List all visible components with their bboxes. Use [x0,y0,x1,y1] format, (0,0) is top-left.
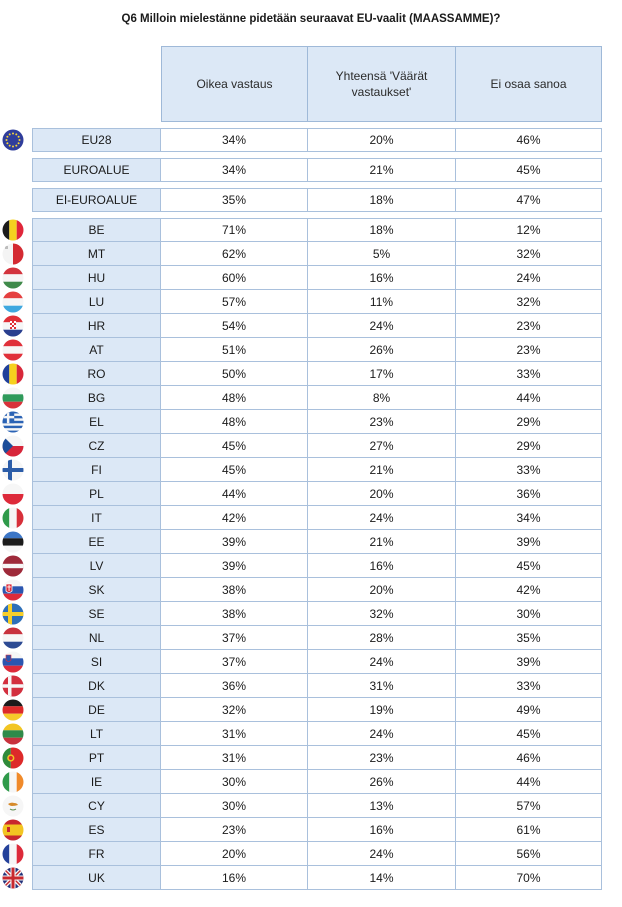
row-label: LT [32,722,161,746]
value-cell: 32% [456,290,602,314]
value-cell: 71% [161,218,308,242]
row-label: CY [32,794,161,818]
value-cell: 29% [456,410,602,434]
value-cell: 34% [161,128,308,152]
table-row [0,218,622,242]
value-cell: 24% [456,266,602,290]
italy-flag-icon [2,507,24,529]
value-cell: 23% [456,314,602,338]
row-label: SK [32,578,161,602]
table-row [0,530,622,554]
table-row [0,314,622,338]
table-row [0,266,622,290]
belgium-flag-icon [2,219,24,241]
value-cell: 38% [161,578,308,602]
value-cell: 24% [308,722,456,746]
value-cell: 21% [308,458,456,482]
value-cell: 48% [161,386,308,410]
row-label: EE [32,530,161,554]
value-cell: 70% [456,866,602,890]
value-cell: 39% [456,650,602,674]
value-cell: 45% [161,434,308,458]
value-cell: 39% [161,554,308,578]
row-label: RO [32,362,161,386]
value-cell: 17% [308,362,456,386]
column-header-vaarat-vastaukset: Yhteensä 'Väärät vastaukset' [308,46,456,122]
table-row [0,626,622,650]
austria-flag-icon [2,339,24,361]
value-cell: 31% [308,674,456,698]
value-cell: 20% [161,842,308,866]
value-cell: 60% [161,266,308,290]
row-label: UK [32,866,161,890]
value-cell: 44% [456,770,602,794]
value-cell: 30% [456,602,602,626]
value-cell: 35% [161,188,308,212]
table-title: Q6 Milloin mielestänne pidetään seuraavat EU-vaalit (MAASSAMME)? [121,13,501,25]
table-row [0,290,622,314]
value-cell: 32% [456,242,602,266]
value-cell: 45% [161,458,308,482]
row-label: LV [32,554,161,578]
value-cell: 20% [308,578,456,602]
column-header-ei-osaa-sanoa: Ei osaa sanoa [456,46,602,122]
value-cell: 18% [308,218,456,242]
value-cell: 16% [308,266,456,290]
value-cell: 24% [308,842,456,866]
row-label: DK [32,674,161,698]
table-row [0,386,622,410]
value-cell: 16% [308,818,456,842]
value-cell: 31% [161,746,308,770]
row-label: ES [32,818,161,842]
value-cell: 14% [308,866,456,890]
table-row [0,818,622,842]
value-cell: 24% [308,314,456,338]
value-cell: 32% [308,602,456,626]
luxembourg-flag-icon [2,291,24,313]
value-cell: 50% [161,362,308,386]
value-cell: 42% [161,506,308,530]
value-cell: 30% [161,794,308,818]
value-cell: 57% [161,290,308,314]
value-cell: 36% [161,674,308,698]
value-cell: 32% [161,698,308,722]
lithuania-flag-icon [2,723,24,745]
row-label: NL [32,626,161,650]
eu-flag-icon [2,129,24,151]
portugal-flag-icon [2,747,24,769]
value-cell: 8% [308,386,456,410]
table-row [0,794,622,818]
value-cell: 45% [456,722,602,746]
value-cell: 23% [308,746,456,770]
value-cell: 51% [161,338,308,362]
row-label: AT [32,338,161,362]
value-cell: 30% [161,770,308,794]
value-cell: 19% [308,698,456,722]
row-label: CZ [32,434,161,458]
value-cell: 5% [308,242,456,266]
value-cell: 56% [456,842,602,866]
table-row [0,746,622,770]
table-row [0,482,622,506]
value-cell: 29% [456,434,602,458]
row-label: PL [32,482,161,506]
table-row [0,674,622,698]
table-row [0,722,622,746]
table-row [0,770,622,794]
bulgaria-flag-icon [2,387,24,409]
value-cell: 34% [161,158,308,182]
ireland-flag-icon [2,771,24,793]
estonia-flag-icon [2,531,24,553]
table-row [0,158,622,182]
value-cell: 44% [161,482,308,506]
slovenia-flag-icon [2,651,24,673]
value-cell: 31% [161,722,308,746]
value-cell: 13% [308,794,456,818]
sweden-flag-icon [2,603,24,625]
value-cell: 38% [161,602,308,626]
table-row [0,506,622,530]
value-cell: 46% [456,128,602,152]
row-label: EL [32,410,161,434]
value-cell: 42% [456,578,602,602]
spain-flag-icon [2,819,24,841]
netherlands-flag-icon [2,627,24,649]
greece-flag-icon [2,411,24,433]
row-label: IE [32,770,161,794]
row-label: HU [32,266,161,290]
value-cell: 45% [456,158,602,182]
column-header-oikea-vastaus: Oikea vastaus [161,46,308,122]
table-row [0,188,622,212]
value-cell: 24% [308,650,456,674]
czechia-flag-icon [2,435,24,457]
malta-flag-icon [2,243,24,265]
row-label: LU [32,290,161,314]
value-cell: 16% [308,554,456,578]
table-row [0,338,622,362]
value-cell: 16% [161,866,308,890]
poland-flag-icon [2,483,24,505]
slovakia-flag-icon [2,579,24,601]
table-row [0,362,622,386]
row-label: BE [32,218,161,242]
value-cell: 23% [161,818,308,842]
row-label: FR [32,842,161,866]
table-row [0,602,622,626]
row-label: EU28 [32,128,161,152]
table-row [0,842,622,866]
value-cell: 44% [456,386,602,410]
value-cell: 23% [456,338,602,362]
value-cell: 57% [456,794,602,818]
value-cell: 45% [456,554,602,578]
value-cell: 26% [308,770,456,794]
value-cell: 23% [308,410,456,434]
germany-flag-icon [2,699,24,721]
value-cell: 27% [308,434,456,458]
value-cell: 49% [456,698,602,722]
value-cell: 34% [456,506,602,530]
croatia-flag-icon [2,315,24,337]
value-cell: 37% [161,650,308,674]
table-row [0,242,622,266]
value-cell: 48% [161,410,308,434]
value-cell: 37% [161,626,308,650]
table-row [0,128,622,152]
france-flag-icon [2,843,24,865]
value-cell: 36% [456,482,602,506]
row-label: PT [32,746,161,770]
value-cell: 24% [308,506,456,530]
row-label: BG [32,386,161,410]
cyprus-flag-icon [2,795,24,817]
value-cell: 39% [161,530,308,554]
table-row [0,650,622,674]
value-cell: 26% [308,338,456,362]
row-label: EI-EUROALUE [32,188,161,212]
table-row [0,554,622,578]
value-cell: 39% [456,530,602,554]
table-row [0,434,622,458]
row-label: EUROALUE [32,158,161,182]
uk-flag-icon [2,867,24,889]
value-cell: 61% [456,818,602,842]
value-cell: 33% [456,458,602,482]
latvia-flag-icon [2,555,24,577]
table-row [0,698,622,722]
value-cell: 11% [308,290,456,314]
row-label: HR [32,314,161,338]
value-cell: 18% [308,188,456,212]
romania-flag-icon [2,363,24,385]
table-row [0,410,622,434]
table-row [0,458,622,482]
value-cell: 33% [456,674,602,698]
value-cell: 28% [308,626,456,650]
finland-flag-icon [2,459,24,481]
value-cell: 20% [308,128,456,152]
row-label: MT [32,242,161,266]
value-cell: 47% [456,188,602,212]
value-cell: 12% [456,218,602,242]
row-label: SE [32,602,161,626]
row-label: FI [32,458,161,482]
row-label: IT [32,506,161,530]
value-cell: 21% [308,158,456,182]
row-label: DE [32,698,161,722]
table-row [0,578,622,602]
value-cell: 54% [161,314,308,338]
value-cell: 35% [456,626,602,650]
hungary-flag-icon [2,267,24,289]
value-cell: 46% [456,746,602,770]
value-cell: 21% [308,530,456,554]
table-row [0,866,622,890]
value-cell: 33% [456,362,602,386]
value-cell: 62% [161,242,308,266]
denmark-flag-icon [2,675,24,697]
value-cell: 20% [308,482,456,506]
row-label: SI [32,650,161,674]
